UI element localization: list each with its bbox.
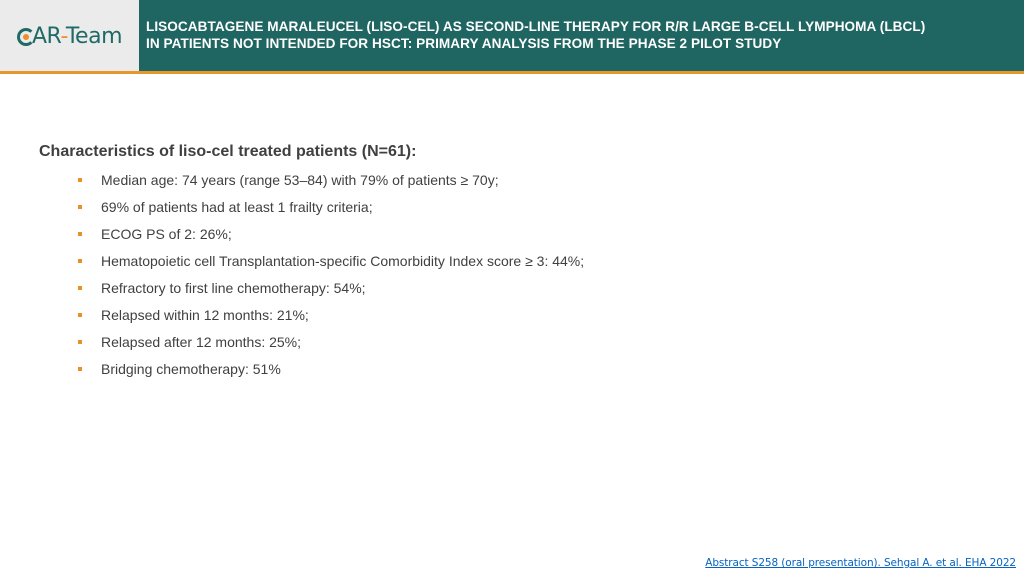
list-item xyxy=(77,249,584,276)
slide-title xyxy=(146,19,1016,52)
bullet-square-icon xyxy=(78,178,82,182)
bullet-text: ECOG PS of 2: 26%; xyxy=(101,226,232,242)
bullet-text: Relapsed after 12 months: 25%; xyxy=(101,334,302,350)
list-item xyxy=(77,357,584,384)
list-item xyxy=(77,195,584,222)
list-item xyxy=(77,330,584,357)
logo-part2: Team xyxy=(65,23,123,49)
logo-dash: - xyxy=(60,23,66,49)
bullet-square-icon xyxy=(78,340,82,344)
bullet-text: Relapsed within 12 months: 21%; xyxy=(101,307,309,323)
logo-part1: AR xyxy=(31,23,61,49)
bullet-text: Median age: 74 years (range 53–84) with 79% of patients ≥ 70y; xyxy=(101,172,499,188)
bullet-square-icon xyxy=(78,286,82,290)
slide-title-line2: IN PATIENTS NOT INTENDED FOR HSCT: PRIMARY ANALYSIS FROM THE PHASE 2 PILOT STUDY xyxy=(146,35,782,51)
list-item xyxy=(77,276,584,303)
car-team-logo xyxy=(17,24,122,49)
characteristics-list xyxy=(77,168,584,384)
bullet-square-icon xyxy=(78,367,82,371)
section-heading: Characteristics of liso-cel treated patients (N=61): xyxy=(39,143,417,160)
bullet-square-icon xyxy=(78,232,82,236)
list-item xyxy=(77,222,584,249)
bullet-text: Refractory to first line chemotherapy: 54%; xyxy=(101,280,366,296)
logo-box xyxy=(0,0,139,72)
slide-title-line1: LISOCABTAGENE MARALEUCEL (LISO-CEL) AS SECOND-LINE THERAPY FOR R/R LARGE B-CELL LYMPHOMA (LBCL) xyxy=(146,19,926,34)
list-item xyxy=(77,303,584,330)
bullet-text: Hematopoietic cell Transplantation-specific Comorbidity Index score ≥ 3: 44%; xyxy=(101,253,585,269)
bullet-text: 69% of patients had at least 1 frailty criteria; xyxy=(101,199,373,215)
list-item xyxy=(77,168,584,195)
bullet-square-icon xyxy=(78,313,82,317)
bullet-text: Bridging chemotherapy: 51% xyxy=(101,361,281,377)
bullet-square-icon xyxy=(78,205,82,209)
car-team-c-logo-icon xyxy=(17,28,35,46)
citation-link[interactable]: Abstract S258 (oral presentation). Sehgal A. et al. EHA 2022 xyxy=(705,557,1016,569)
header-accent-line xyxy=(0,71,1024,74)
bullet-square-icon xyxy=(78,259,82,263)
